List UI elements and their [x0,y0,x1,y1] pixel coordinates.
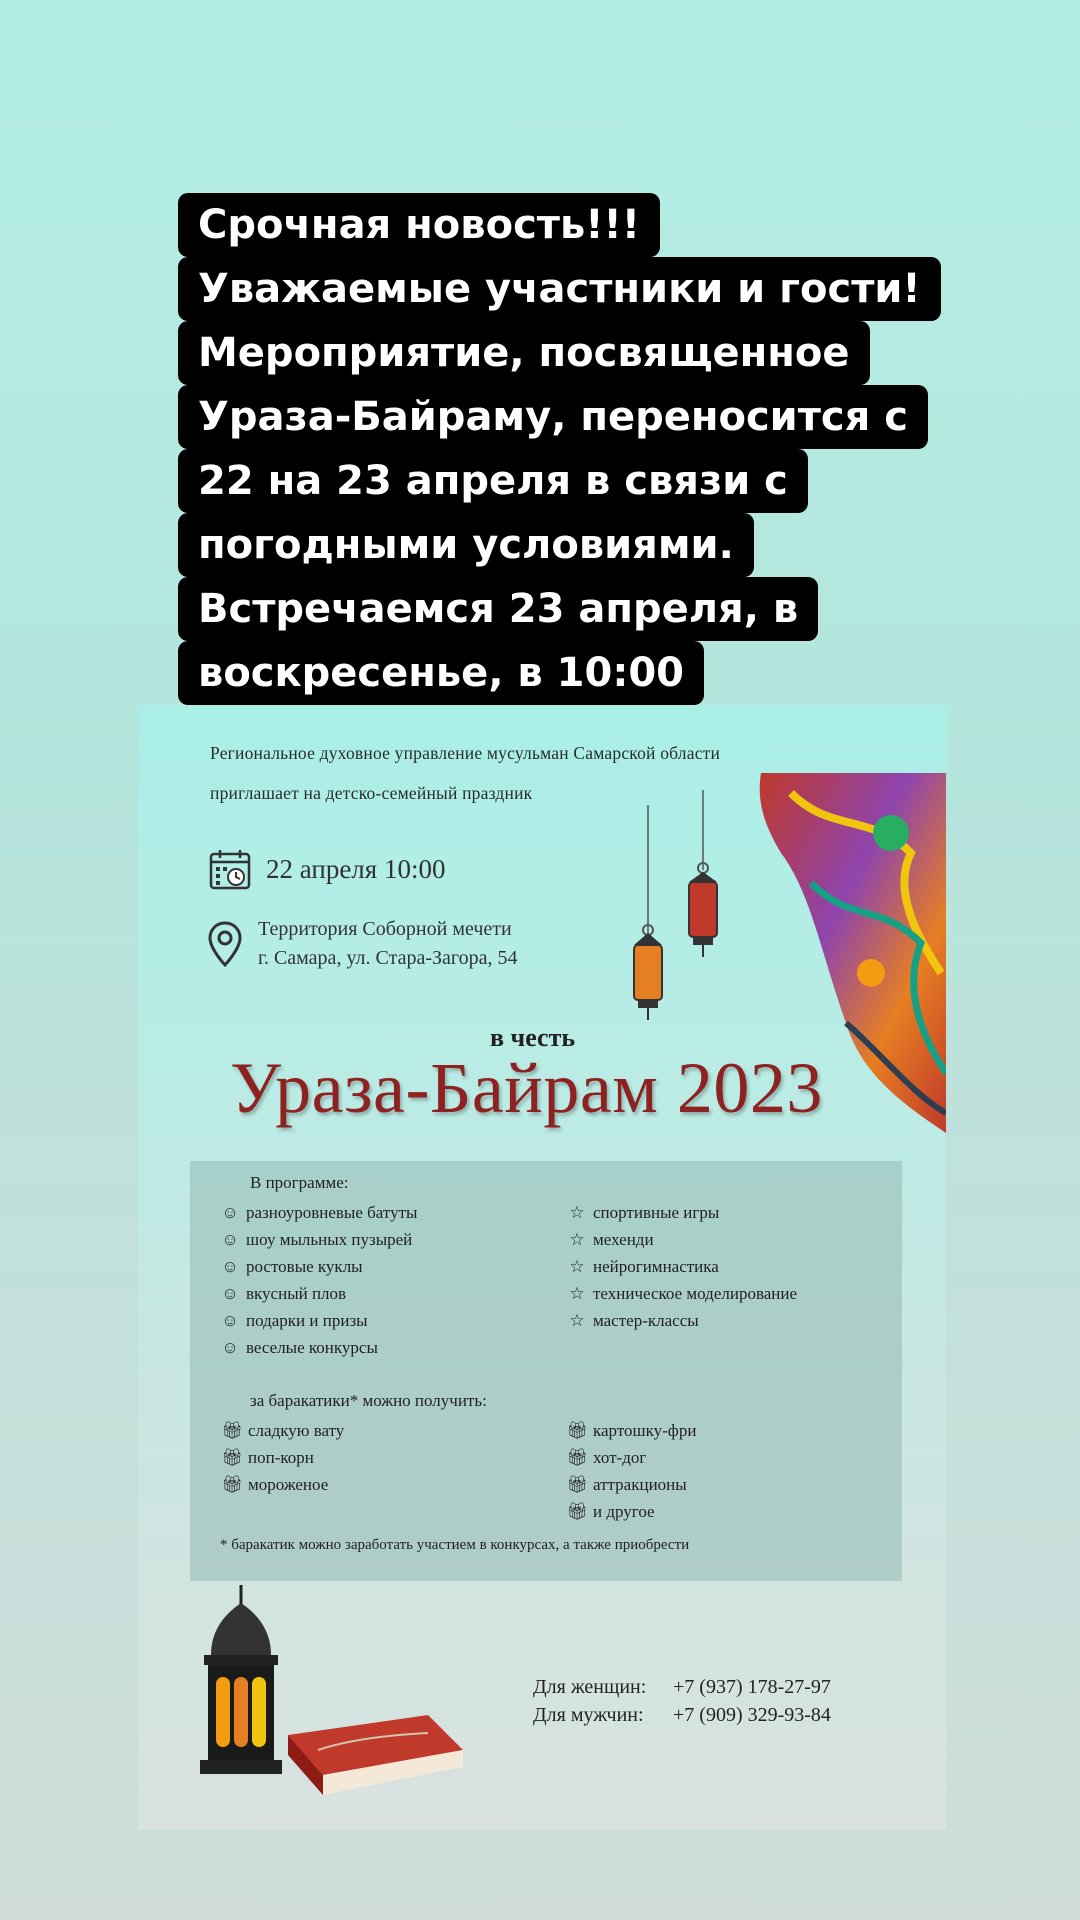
smiley-icon: ☺ [221,1283,239,1303]
contact-women [533,1673,831,1701]
smiley-icon: ☺ [221,1229,239,1249]
gift-icon: 🎁︎ [221,1420,243,1440]
event-poster [138,705,946,1830]
book-icon [278,1695,468,1805]
list-item: ☆ нейрогимнастика [565,1253,797,1280]
lantern-icon [683,790,723,960]
event-place [208,915,518,973]
list-item: ☺ подарки и призы [218,1307,417,1334]
star-icon: ☆ [569,1229,585,1249]
barakatiki-list-left [220,1417,344,1498]
contact-label: Для мужчин: [533,1704,644,1726]
gift-icon: 🎁︎ [566,1501,588,1521]
smiley-icon: ☺ [221,1337,239,1357]
phone-number[interactable]: +7 (937) 178-27-97 [673,1676,831,1698]
program-heading: В программе: [250,1173,349,1192]
story-line: Мероприятие, посвященное [178,321,870,385]
place-name: Территория Соборной мечети [258,918,512,940]
organizer-line: Региональное духовное управление мусульман Самарской области [210,743,721,763]
barakatiki-list-right [565,1417,696,1525]
list-item: 🎁︎ и другое [566,1501,655,1521]
story-line: Уважаемые участники и гости! [178,257,941,321]
list-item: ☺ ростовые куклы [218,1253,417,1280]
list-item: ☆ мастер-классы [565,1307,797,1334]
list-item: 🎁︎ поп-корн [221,1447,314,1467]
program-list-right [565,1199,797,1334]
list-item: ☺ разноуровневые батуты [218,1199,417,1226]
list-item: 🎁︎ сладкую вату [221,1420,345,1440]
story-line: Срочная новость!!! [178,193,660,257]
gift-icon: 🎁︎ [221,1447,243,1467]
event-title: Ураза-Байрам 2023 [230,1048,823,1128]
lantern-icon [628,805,668,1025]
star-icon: ☆ [569,1310,585,1330]
program-list-left [218,1199,417,1361]
calendar-icon [208,847,252,891]
location-pin-icon [208,921,242,967]
footnote: * баракатик можно заработать участием в конкурсах, а также приобрести [220,1537,690,1553]
invite-line: приглашает на детско-семейный праздник [210,783,533,803]
list-item: ☆ мехенди [565,1226,797,1253]
story-line: воскресенье, в 10:00 [178,641,704,705]
story-line: 22 на 23 апреля в связи с [178,449,808,513]
star-icon: ☆ [569,1256,585,1276]
gift-icon: 🎁︎ [221,1474,243,1494]
list-item: ☺ вкусный плов [218,1280,417,1307]
story-line: Встречаемся 23 апреля, в [178,577,818,641]
story-line: погодными условиями. [178,513,754,577]
phone-number[interactable]: +7 (909) 329-93-84 [673,1704,831,1726]
place-address: г. Самара, ул. Стара-Загора, 54 [258,947,518,969]
list-item: 🎁︎ хот-дог [566,1447,647,1467]
story-text-overlay [178,193,1008,705]
smiley-icon: ☺ [221,1256,239,1276]
event-date [208,847,445,891]
list-item: ☆ техническое моделирование [565,1280,797,1307]
list-item: 🎁︎ аттракционы [566,1474,687,1494]
barakatiki-heading: за баракатики* можно получить: [250,1391,487,1410]
contacts [533,1673,831,1729]
list-item: 🎁︎ картошку-фри [566,1420,697,1440]
program-box [190,1161,902,1581]
list-item: ☺ веселые конкурсы [218,1334,417,1361]
gift-icon: 🎁︎ [566,1420,588,1440]
list-item: ☺ шоу мыльных пузырей [218,1226,417,1253]
story-line: Ураза-Байраму, переносится с [178,385,928,449]
star-icon: ☆ [569,1283,585,1303]
list-item: 🎁︎ мороженое [221,1474,329,1494]
honor-text: в честь [490,1023,576,1052]
gift-icon: 🎁︎ [566,1447,588,1467]
event-date-text: 22 апреля 10:00 [266,853,446,884]
contact-men [533,1701,831,1729]
gift-icon: 🎁︎ [566,1474,588,1494]
smiley-icon: ☺ [221,1310,239,1330]
smiley-icon: ☺ [221,1202,239,1222]
list-item: ☆ спортивные игры [565,1199,797,1226]
contact-label: Для женщин: [533,1676,647,1698]
star-icon: ☆ [569,1202,585,1222]
